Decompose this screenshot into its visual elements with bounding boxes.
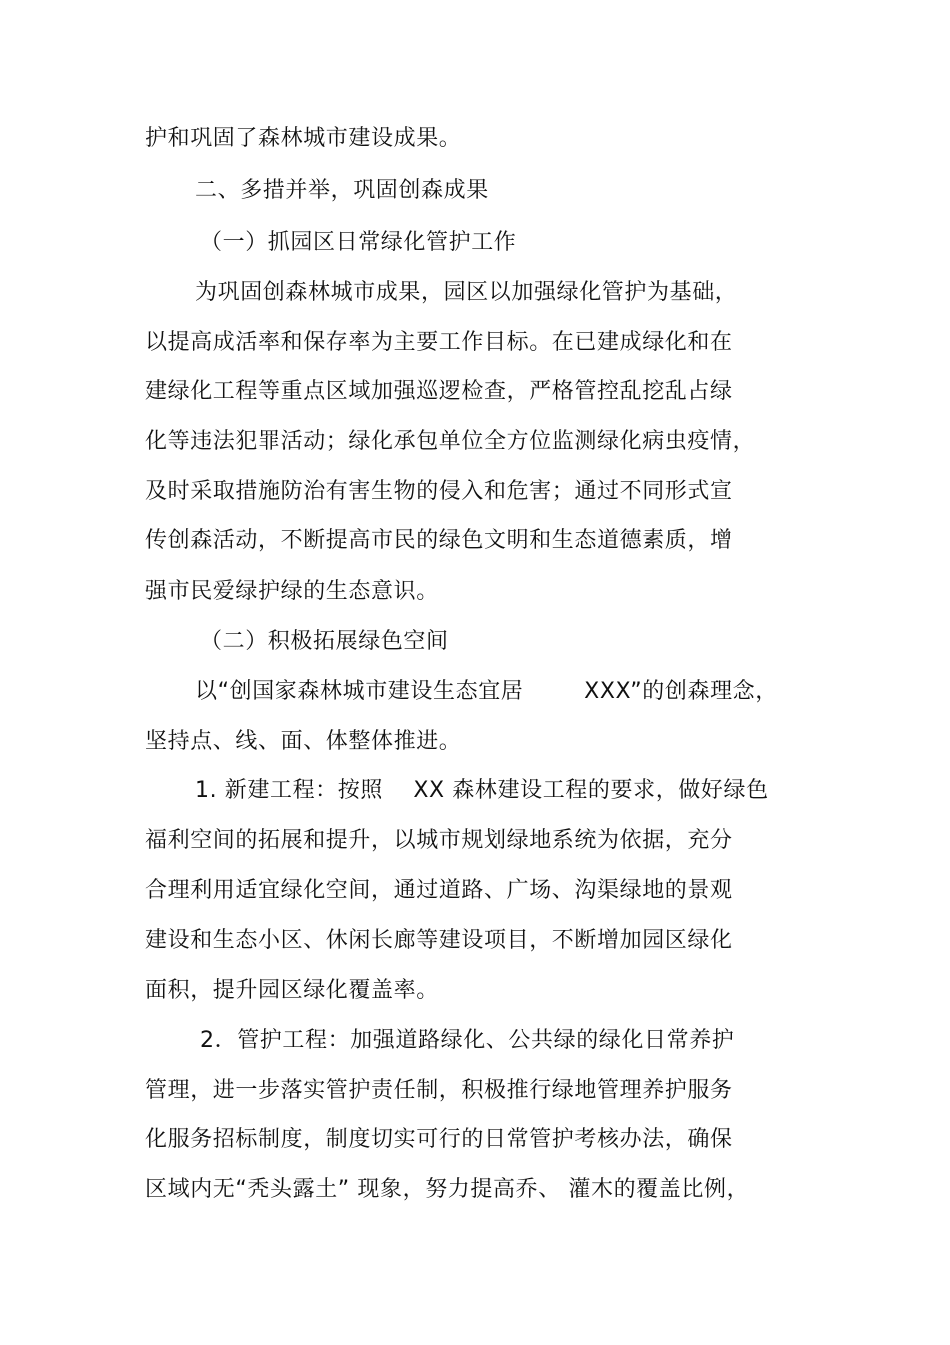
section-heading: 二、多措并举，巩固创森成果 bbox=[195, 178, 489, 203]
list-item-line: 建设和生态小区、休闲长廊等建设项目，不断增加园区绿化 bbox=[145, 928, 733, 953]
subsection-heading: （一）抓园区日常绿化管护工作 bbox=[200, 230, 517, 255]
paragraph-continuation-line: 护和巩固了森林城市建设成果。 bbox=[145, 126, 462, 151]
list-item-line: 化服务招标制度，制度切实可行的日常管护考核办法，确保 bbox=[145, 1127, 733, 1152]
paragraph-line: 为巩固创森林城市成果，园区以加强绿化管护为基础， bbox=[195, 280, 738, 305]
paragraph-line: 以“创国家森林城市建设生态宜居 XXX”的创森理念， bbox=[195, 679, 778, 704]
list-item-line: 1. 新建工程：按照 XX 森林建设工程的要求，做好绿色 bbox=[195, 778, 769, 803]
paragraph-line: 建绿化工程等重点区域加强巡逻检查，严格管控乱挖乱占绿 bbox=[145, 379, 733, 404]
list-item-line: 福利空间的拓展和提升，以城市规划绿地系统为依据，充分 bbox=[145, 828, 733, 853]
paragraph-line: 化等违法犯罪活动；绿化承包单位全方位监测绿化病虫疫情， bbox=[145, 429, 756, 454]
paragraph-line: 坚持点、线、面、体整体推进。 bbox=[145, 729, 462, 754]
paragraph-line: 强市民爱绿护绿的生态意识。 bbox=[145, 579, 439, 604]
list-item-line: 管理，进一步落实管护责任制，积极推行绿地管理养护服务 bbox=[145, 1078, 733, 1103]
paragraph-line: 以提高成活率和保存率为主要工作目标。在已建成绿化和在 bbox=[145, 330, 733, 355]
list-item-line: 区域内无“秃头露土” 现象，努力提高乔、 灌木的覆盖比例， bbox=[145, 1177, 750, 1202]
list-item-line: 面积，提升园区绿化覆盖率。 bbox=[145, 978, 439, 1003]
paragraph-line: 及时采取措施防治有害生物的侵入和危害；通过不同形式宣 bbox=[145, 479, 733, 504]
subsection-heading: （二）积极拓展绿色空间 bbox=[200, 629, 449, 654]
list-item-line: 2．管护工程：加强道路绿化、公共绿的绿化日常养护 bbox=[200, 1028, 735, 1053]
list-item-line: 合理利用适宜绿化空间，通过道路、广场、沟渠绿地的景观 bbox=[145, 878, 733, 903]
paragraph-line: 传创森活动，不断提高市民的绿色文明和生态道德素质，增 bbox=[145, 528, 733, 553]
